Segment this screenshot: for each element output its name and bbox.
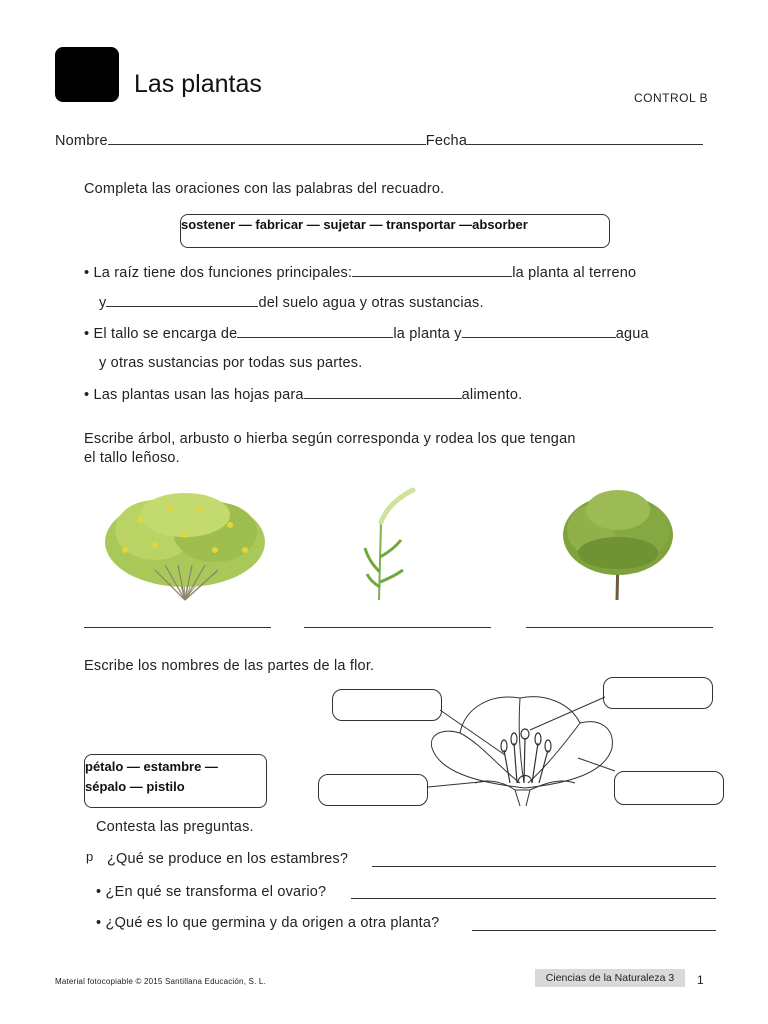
sentence-3: [84, 386, 522, 403]
answer-blank[interactable]: [106, 294, 258, 307]
sentence-text: El tallo se encarga de: [93, 326, 238, 342]
flower-word-bank-line2: sépalo — pistilo: [85, 779, 185, 794]
question-2: ¿En qué se transforma el ovario?: [105, 884, 327, 900]
sentence-text: la planta y: [393, 326, 462, 342]
sentence-text: La raíz tiene dos funciones principales:: [93, 265, 353, 281]
bullet: •: [84, 387, 90, 403]
date-label: Fecha: [425, 133, 468, 149]
exercise3-instruction: Escribe los nombres de las partes de la flor.: [84, 658, 375, 674]
question-3-row: [96, 915, 439, 931]
word-bank-box: [180, 214, 610, 248]
word-bank: sostener — fabricar — sujetar — transportar —absorber: [181, 217, 528, 232]
answer-line-q3[interactable]: [472, 930, 716, 931]
answer-blank[interactable]: [237, 325, 393, 338]
page-number: 1: [697, 973, 704, 987]
grass-image: [355, 482, 435, 602]
shrub-image: [100, 480, 270, 605]
bullet: •: [96, 915, 102, 931]
question-marker: p: [86, 849, 94, 864]
exercise2-instruction-line2: el tallo leñoso.: [84, 450, 180, 466]
sentence-text: alimento.: [461, 387, 523, 403]
sentence-2a: [84, 325, 649, 342]
flower-word-bank-line1: pétalo — estambre —: [85, 759, 218, 774]
answer-line-tree[interactable]: [526, 627, 713, 628]
answer-line-shrub[interactable]: [84, 627, 271, 628]
exercise2-instruction-line1: Escribe árbol, arbusto o hierba según corresponda y rodea los que tengan: [84, 431, 576, 447]
answer-line-grass[interactable]: [304, 627, 491, 628]
exercise4-instruction: Contesta las preguntas.: [96, 819, 254, 835]
bullet: •: [84, 265, 90, 281]
bullet: •: [96, 884, 102, 900]
flower-word-bank: [84, 754, 267, 808]
title-block: [55, 47, 119, 102]
date-field[interactable]: [467, 132, 703, 145]
answer-blank[interactable]: [462, 325, 616, 338]
sentence-text: y: [99, 295, 107, 311]
answer-blank[interactable]: [304, 386, 462, 399]
sentence-1b: [99, 294, 484, 311]
flower-leader-lines: [300, 660, 740, 820]
answer-line-q1[interactable]: [372, 866, 716, 867]
name-row: [55, 132, 703, 149]
name-label: Nombre: [55, 133, 108, 149]
subject-tag: Ciencias de la Naturaleza 3: [535, 969, 685, 987]
exercise1-instruction: Completa las oraciones con las palabras del recuadro.: [84, 181, 445, 197]
answer-line-q2[interactable]: [351, 898, 716, 899]
bullet: •: [84, 326, 90, 342]
question-1: ¿Qué se produce en los estambres?: [107, 851, 349, 867]
sentence-text: agua: [615, 326, 649, 342]
question-3: ¿Qué es lo que germina y da origen a otra planta?: [105, 915, 440, 931]
sentence-2b: y otras sustancias por todas sus partes.: [99, 355, 363, 371]
sentence-1a: [84, 264, 636, 281]
sentence-text: Las plantas usan las hojas para: [93, 387, 304, 403]
tree-image: [560, 485, 680, 603]
sentence-text: la planta al terreno: [512, 265, 637, 281]
sentence-text: del suelo agua y otras sustancias.: [258, 295, 484, 311]
control-label: CONTROL B: [634, 91, 709, 105]
copyright: Material fotocopiable © 2015 Santillana Educación, S. L.: [55, 977, 266, 986]
page-title: Las plantas: [134, 70, 262, 98]
name-field[interactable]: [108, 132, 426, 145]
answer-blank[interactable]: [352, 264, 512, 277]
question-2-row: [96, 884, 326, 900]
